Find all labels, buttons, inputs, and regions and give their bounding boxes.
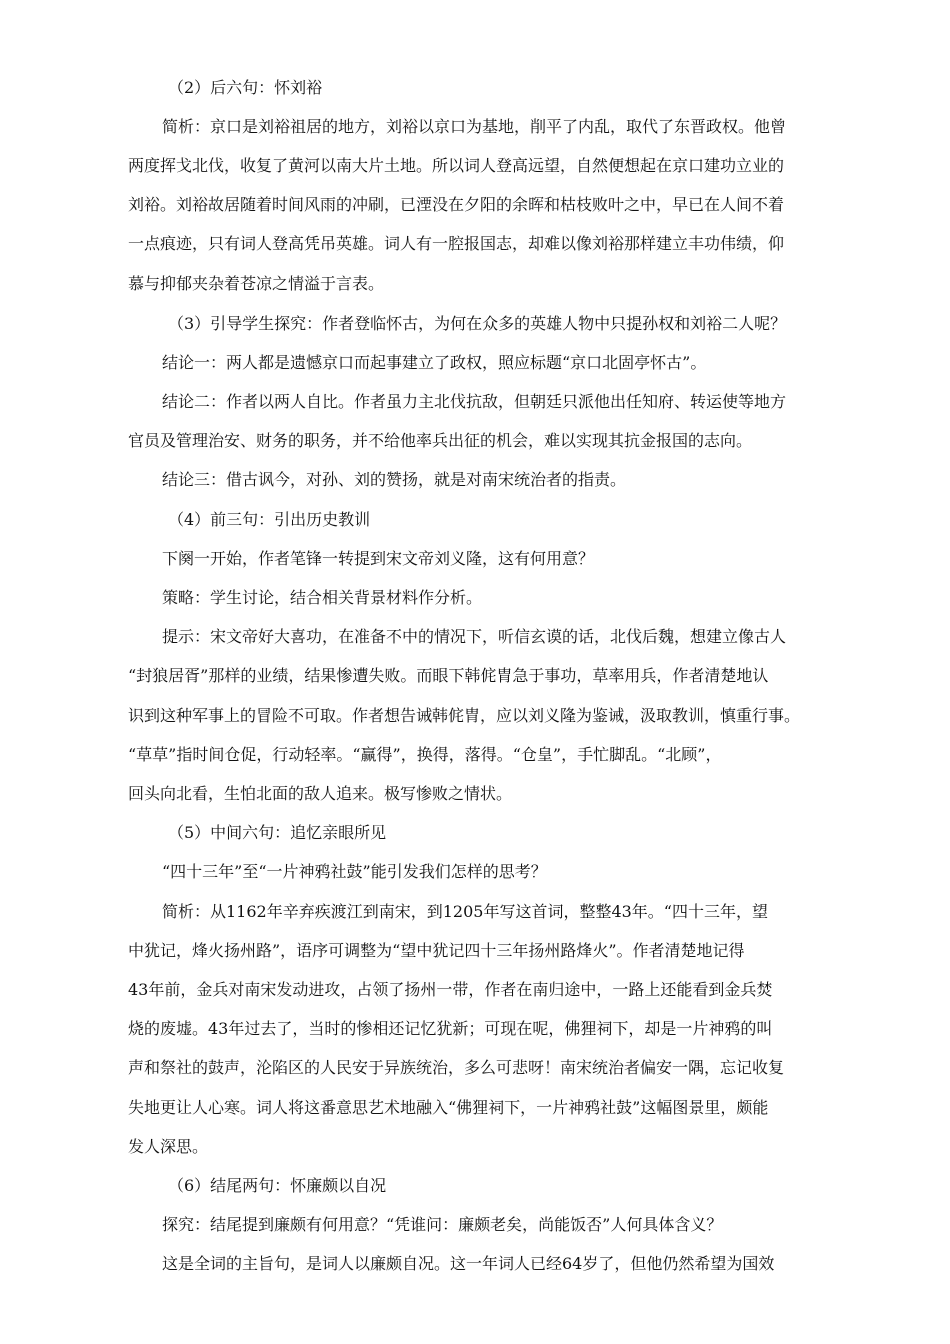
conclusion-line: 结论二：作者以两人自比。作者虽力主北伐抗敌，但朝廷只派他出任知府、转运使等地方 (162, 392, 787, 411)
subheading-3: （3）引导学生探究：作者登临怀古，为何在众多的英雄人物中只提孙权和刘裕二人呢？ (168, 314, 787, 333)
paragraph-line: 刘裕。刘裕故居随着时间风雨的冲刷，已湮没在夕阳的余晖和枯枝败叶之中，早已在人间不着 (128, 195, 785, 214)
paragraph-line: 识到这种军事上的冒险不可取。作者想告诫韩侂胄，应以刘义隆为鉴诫，汲取教训，慎重行事。 (128, 706, 801, 725)
paragraph-line: 一点痕迹，只有词人登高凭吊英雄。词人有一腔报国志，却难以像刘裕那样建立丰功伟绩，仰 (128, 234, 785, 253)
paragraph-line: 回头向北看，生怕北面的敌人追来。极写惨败之情状。 (128, 784, 513, 803)
paragraph-line: 下阕一开始，作者笔锋一转提到宋文帝刘义隆，这有何用意？ (162, 549, 595, 568)
conclusion-line: 结论一：两人都是遗憾京口而起事建立了政权，照应标题“京口北固亭怀古”。 (162, 353, 707, 372)
paragraph-line: 简析：从1162年辛弃疾渡江到南宋，到1205年写这首词，整整43年。“四十三年，望 (162, 902, 768, 921)
subheading-2: （2）后六句：怀刘裕 (168, 78, 323, 97)
paragraph-line: 中犹记，烽火扬州路”，语序可调整为“望中犹记四十三年扬州路烽火”。作者清楚地记得 (128, 941, 745, 960)
conclusion-line: 结论三：借古讽今，对孙、刘的赞扬，就是对南宋统治者的指责。 (162, 470, 627, 489)
paragraph-line: 策略：学生讨论，结合相关背景材料作分析。 (162, 588, 483, 607)
paragraph-line: 提示：宋文帝好大喜功，在准备不中的情况下，听信玄谟的话，北伐后魏，想建立像古人 (162, 627, 787, 646)
paragraph-line: 官员及管理治安、财务的职务，并不给他率兵出征的机会，难以实现其抗金报国的志向。 (128, 431, 753, 450)
subheading-6: （6）结尾两句：怀廉颇以自况 (168, 1176, 387, 1195)
paragraph-line: 这是全词的主旨句，是词人以廉颇自况。这一年词人已经64岁了，但他仍然希望为国效 (162, 1254, 775, 1273)
paragraph-line: 烧的废墟。43年过去了，当时的惨相还记忆犹新；可现在呢，佛狸祠下，却是一片神鸦的叫 (128, 1019, 773, 1038)
paragraph-line: 探究：结尾提到廉颇有何用意？“凭谁问：廉颇老矣，尚能饭否”人何具体含义？ (162, 1215, 723, 1234)
paragraph-line: 43年前，金兵对南宋发动进攻，占领了扬州一带，作者在南归途中，一路上还能看到金兵焚 (128, 980, 773, 999)
paragraph-line: “封狼居胥”那样的业绩，结果惨遭失败。而眼下韩侂胄急于事功，草率用兵，作者清楚地认 (128, 666, 769, 685)
paragraph-line: 发人深思。 (128, 1137, 209, 1156)
paragraph-line: 失地更让人心寒。词人将这番意思艺术地融入“佛狸祠下，一片神鸦社鼓”这幅图景里，颇能 (128, 1098, 769, 1117)
paragraph-line: “四十三年”至“一片神鸦社鼓”能引发我们怎样的思考？ (162, 862, 547, 881)
paragraph-line: 简析：京口是刘裕祖居的地方，刘裕以京口为基地，削平了内乱，取代了东晋政权。他曾 (162, 117, 787, 136)
paragraph-line: 慕与抑郁夹杂着苍凉之情溢于言表。 (128, 274, 385, 293)
paragraph-line: “草草”指时间仓促，行动轻率。“赢得”，换得，落得。“仓皇”，手忙脚乱。“北顾”， (128, 745, 722, 764)
subheading-4: （4）前三句：引出历史教训 (168, 510, 371, 529)
paragraph-line: 声和祭社的鼓声，沦陷区的人民安于异族统治，多么可悲呀！南宋统治者偏安一隅，忘记收复 (128, 1058, 785, 1077)
paragraph-line: 两度挥戈北伐，收复了黄河以南大片土地。所以词人登高远望，自然便想起在京口建功立业的 (128, 156, 785, 175)
subheading-5: （5）中间六句：追忆亲眼所见 (168, 823, 387, 842)
